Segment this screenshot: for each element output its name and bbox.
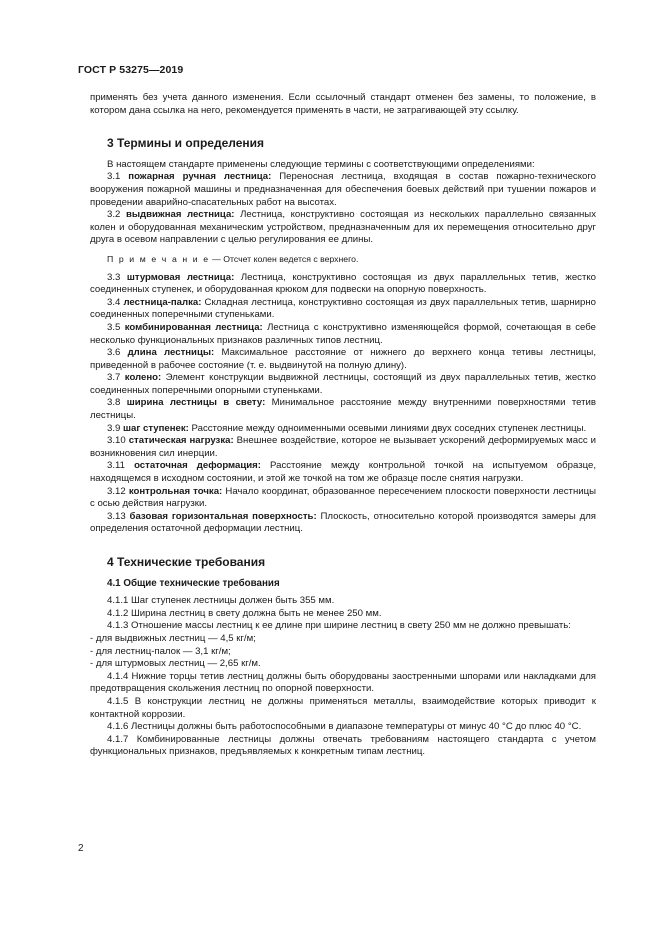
term-3-5: 3.5 комбинированная лестница: Лестница с конструктивно изменяющейся формой, сочетающая в себе несколько функциональных признаков различных типов лестниц.	[90, 321, 597, 346]
section-3-title: 3 Термины и определения	[107, 136, 265, 151]
section-3-lead: В настоящем стандарте применены следующие термины с соответствующими определениями:	[107, 158, 535, 170]
note-label: П р и м е ч а н и е	[107, 253, 210, 264]
req-4-1-5: 4.1.5 В конструкции лестниц не должны применяться металлы, взаимодействие которых приводит к контактной коррозии.	[90, 695, 596, 720]
term-3-7-name: колено:	[124, 372, 162, 384]
term-3-9: 3.9 шаг ступенек: Расстояние между одноименными осевыми линиями двух соседних ступенек лестницы.	[107, 422, 587, 434]
term-3-13: 3.13 базовая горизонтальная поверхность: Плоскость, относительно которой производятся замеры для определения остаточной деформации лестниц.	[90, 510, 596, 535]
term-3-11: 3.11 остаточная деформация: Расстояние между контрольной точкой на испытуемом образце, находящемся в исходном состоянии, и этой же точкой на том же образце после снятия нагрузки.	[90, 460, 596, 485]
term-3-11-name: остаточная деформация:	[134, 460, 261, 472]
page-number: 2	[78, 843, 84, 854]
intro-paragraph: применять без учета данного изменения. Если ссылочный стандарт отменен без замены, то положение, в котором дана ссылка на него, рекомендуется применять в части, не затрагивающей эту ссылку.	[90, 92, 596, 116]
req-4-1-3: 4.1.3 Отношение массы лестниц к ее длине при ширине лестниц в свету 250 мм не должно превышать:	[107, 620, 571, 632]
req-4-1-1: 4.1.1 Шаг ступенек лестницы должен быть 355 мм.	[107, 595, 335, 607]
term-3-1-name: пожарная ручная лестница:	[128, 171, 272, 183]
list-item: - для штурмовых лестниц — 2,65 кг/м.	[90, 658, 261, 670]
term-3-4-name: лестница-палка:	[123, 296, 202, 308]
term-3-13-name: базовая горизонтальная поверхность:	[129, 510, 317, 522]
note-text: — Отсчет колен ведется с верхнего.	[209, 253, 359, 264]
term-3-8: 3.8 ширина лестницы в свету: Минимальное расстояние между внутренними поверхностями тетив лестницы.	[90, 397, 597, 422]
document-body	[90, 92, 596, 759]
term-3-10: 3.10 статическая нагрузка: Внешнее воздействие, которое не вызывает ускорений деформируемых масс и возникновения сил инерции.	[90, 435, 597, 459]
term-3-4: 3.4 лестница-палка: Складная лестница, конструктивно состоящая из двух параллельных тетив, шарнирно соединенных поперечными ступеньками.	[90, 296, 596, 321]
term-3-7: 3.7 колено: Элемент конструкции выдвижной лестницы, состоящий из двух параллельных тетив, жестко соединенных поперечными опорными ступеньками.	[90, 372, 596, 396]
term-3-12: 3.12 контрольная точка: Начало координат, образованное пересечением плоскости поверхности лестницы с осью действия нагрузки.	[90, 485, 596, 510]
section-4-title: 4 Технические требования	[107, 555, 266, 569]
req-4-1-7: 4.1.7 Комбинированные лестницы должны отвечать требованиям настоящего стандарта с учетом функциональных признаков, предъявляемых к конкретным типам лестниц.	[90, 733, 596, 758]
term-3-10-name: статическая нагрузка:	[128, 435, 234, 447]
term-3-5-name: комбинированная лестница:	[124, 321, 263, 333]
term-3-6: 3.6 длина лестницы: Максимальное расстояние от нижнего до верхнего конца тетивы лестницы, приведенной в рабочее состояние (т. е. выдвинутой на полную длину).	[90, 347, 596, 371]
term-3-3: 3.3 штурмовая лестница: Лестница, конструктивно состоящая из двух параллельных тетив, жестко соединенных ступенек, и оборудованная крюком для подвески на опорную поверхность.	[90, 271, 597, 296]
note	[90, 253, 596, 266]
document-header: ГОСТ Р 53275—2019	[78, 64, 184, 76]
req-4-1-6: 4.1.6 Лестницы должны быть работоспособными в диапазоне температуры от минус 40 °С до плюс 40 °С.	[107, 721, 582, 733]
section-4-1-title: 4.1 Общие технические требования	[107, 577, 280, 589]
term-3-2: 3.2 выдвижная лестница: Лестница, конструктивно состоящая из нескольких параллельно связанных колен и оборудованная механическим устройством, предназначенным для их перемещения относительно друг друга в осевом направлении с целью регулирования ее длины.	[90, 209, 596, 246]
term-3-2-name: выдвижная лестница:	[125, 209, 235, 221]
list-item: - для лестниц-палок — 3,1 кг/м;	[90, 645, 231, 657]
list-item: - для выдвижных лестниц — 4,5 кг/м;	[90, 632, 256, 644]
term-3-12-name: контрольная точка:	[128, 485, 223, 497]
term-3-9-name: шаг ступенек:	[123, 422, 189, 434]
term-3-1: 3.1 пожарная ручная лестница: Переносная лестница, входящая в состав пожарно-технического вооружения пожарной машины и предназначенная для обеспечения боевых действий при тушении пожаров и проведении аварийно-спасательных работ на высотах.	[90, 171, 596, 208]
term-3-3-name: штурмовая лестница:	[126, 271, 235, 283]
term-3-6-name: длина лестницы:	[127, 347, 215, 359]
req-4-1-2: 4.1.2 Ширина лестниц в свету должна быть не менее 250 мм.	[107, 607, 382, 619]
term-3-8-name: ширина лестницы в свету:	[126, 397, 266, 409]
req-4-1-4: 4.1.4 Нижние торцы тетив лестниц должны быть оборудованы заостренными шпорами или накладками для предотвращения скольжения лестниц по опорной поверхности.	[90, 670, 596, 695]
